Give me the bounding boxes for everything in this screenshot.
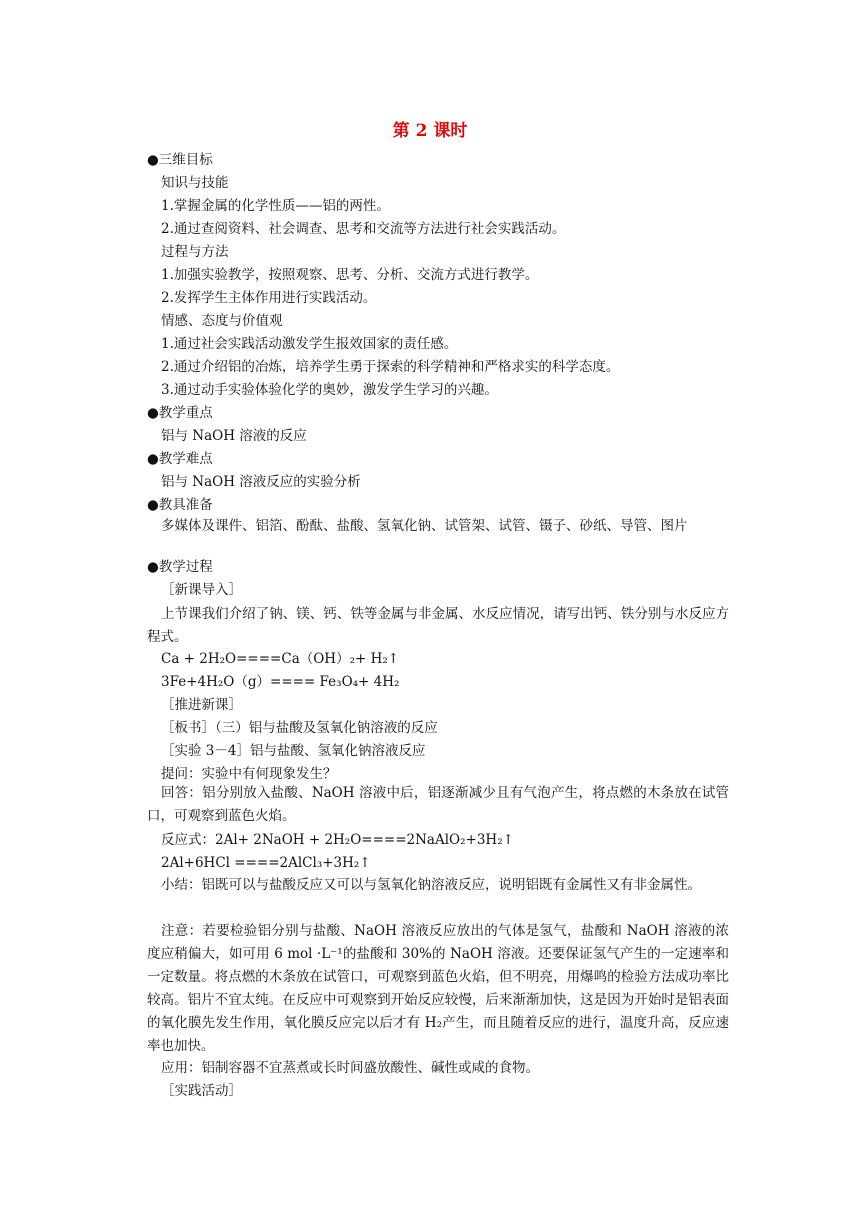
- knowledge-item-2: 2.通过查阅资料、社会调查、思考和交流等方法进行社会实践活动。: [161, 221, 566, 237]
- page-title: 第 2 课时: [392, 121, 468, 141]
- advance-heading: ［推进新课］: [161, 697, 242, 713]
- key-heading: ●教学重点: [147, 405, 213, 421]
- application-text: 应用：铝制容器不宜蒸煮或长时间盛放酸性、碱性或咸的食物。: [161, 1060, 539, 1076]
- intro-heading: ［新课导入］: [161, 582, 242, 598]
- intro-text: 上节课我们介绍了钠、镁、钙、铁等金属与非金属、水反应情况，请写出钙、铁分别与水反应方程式。: [147, 606, 729, 645]
- goals-heading: ●三维目标: [147, 152, 213, 168]
- equation-3: 反应式：2Al+ 2NaOH + 2H₂O====2NaAlO₂+3H₂↑: [161, 832, 514, 848]
- process-item-1: 1.加强实验教学，按照观察、思考、分析、交流方式进行教学。: [161, 267, 539, 283]
- equation-1: Ca + 2H₂O====Ca（OH）₂+ H₂↑: [161, 651, 400, 667]
- answer-text: 回答：铝分别放入盐酸、NaOH 溶液中后，铝逐渐减少且有气泡产生，将点燃的木条放在试管口，可观察到蓝色火焰。: [147, 785, 729, 824]
- emotion-heading: 情感、态度与价值观: [161, 313, 283, 329]
- key-text: 铝与 NaOH 溶液的反应: [161, 428, 307, 444]
- board-text: ［板书］（三）铝与盐酸及氢氧化钠溶液的反应: [161, 720, 438, 736]
- summary-text: 小结：铝既可以与盐酸反应又可以与氢氧化钠溶液反应，说明铝既有金属性又有非金属性。: [161, 877, 701, 893]
- knowledge-heading: 知识与技能: [161, 175, 229, 191]
- question-text: 提问：实验中有何现象发生？: [161, 766, 337, 782]
- equation-4: 2Al+6HCl ====2AlCl₃+3H₂↑: [161, 855, 371, 871]
- equation-2: 3Fe+4H₂O（g）==== Fe₃O₄+ 4H₂: [161, 674, 400, 690]
- emotion-item-1: 1.通过社会实践活动激发学生报效国家的责任感。: [161, 336, 458, 352]
- experiment-title: ［实验 3－4］铝与盐酸、氢氧化钠溶液反应: [161, 743, 426, 759]
- emotion-item-3: 3.通过动手实验体验化学的奥妙，激发学生学习的兴趣。: [161, 382, 498, 398]
- process-section-heading: ●教学过程: [147, 559, 213, 575]
- difficulty-text: 铝与 NaOH 溶液反应的实验分析: [161, 474, 361, 490]
- note-text: 注意：若要检验铝分别与盐酸、NaOH 溶液反应放出的气体是氢气，盐酸和 NaOH 溶液的浓度应稍偏大，如可用 6 mol ·L⁻¹的盐酸和 30%的 NaOH 溶液。还要保证氢气产生的一定速率和一定数量。将点燃的木条放在试管口，可观察到蓝色火焰，但不明亮，用爆鸣的检验方法成功率比较高。铝片不宜太纯。在反应中可观察到开始反应较慢，后来渐渐加快，这是因为开始时是铝表面的氧化膜先发生作用，氧化膜反应完以后才有 H₂产生，而且随着反应的进行，温度升高，反应速率也加快。: [147, 923, 729, 1054]
- process-item-2: 2.发挥学生主体作用进行实践活动。: [161, 290, 377, 306]
- tools-heading: ●教具准备: [147, 497, 213, 513]
- process-heading: 过程与方法: [161, 244, 229, 260]
- practice-heading: ［实践活动］: [161, 1083, 242, 1099]
- difficulty-heading: ●教学难点: [147, 451, 213, 467]
- emotion-item-2: 2.通过介绍铝的冶炼，培养学生勇于探索的科学精神和严格求实的科学态度。: [161, 359, 620, 375]
- knowledge-item-1: 1.掌握金属的化学性质——铝的两性。: [161, 198, 390, 214]
- tools-text: 多媒体及课件、铝箔、酚酞、盐酸、氢氧化钠、试管架、试管、镊子、砂纸、导管、图片: [161, 518, 688, 534]
